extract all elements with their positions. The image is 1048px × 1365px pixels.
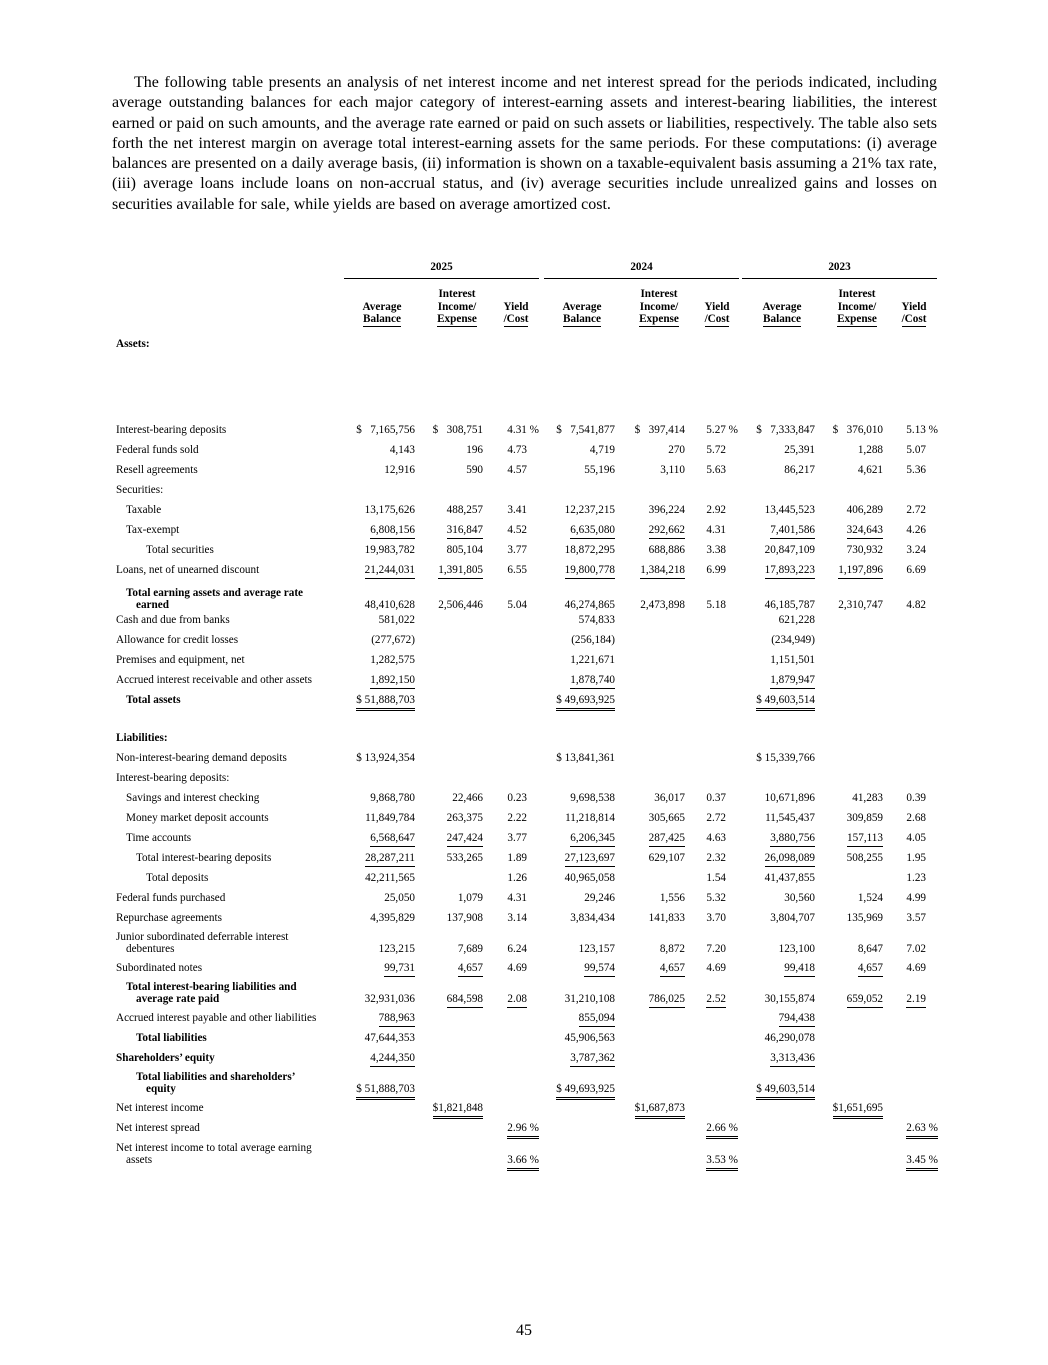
- table-cell: $ 51,888,703: [356, 694, 415, 711]
- table-cell: 287,425: [649, 832, 685, 847]
- table-cell: $ 13,841,361: [556, 752, 615, 764]
- table-cell: 3.66 %: [507, 1154, 539, 1171]
- table-cell: 6.24: [507, 943, 527, 955]
- table-cell: 7,401,586: [770, 524, 815, 539]
- table-cell: 659,052: [847, 993, 883, 1008]
- row-label: Non-interest-bearing demand deposits: [116, 752, 287, 764]
- table-cell: 855,094: [579, 1012, 615, 1027]
- table-cell: 533,265: [446, 852, 483, 864]
- table-cell: 27,123,697: [565, 852, 615, 867]
- table-cell: 4,143: [389, 444, 415, 456]
- table-cell: 4.26: [906, 524, 926, 536]
- row-label: Shareholders’ equity: [116, 1052, 215, 1064]
- table-cell: $ 49,603,514: [756, 1083, 815, 1100]
- table-cell: 2.19: [906, 993, 926, 1008]
- table-cell: 1,524: [857, 892, 883, 904]
- table-cell: 786,025: [649, 993, 685, 1008]
- row-label: Money market deposit accounts: [126, 812, 269, 824]
- table-cell: 684,598: [447, 993, 483, 1008]
- table-cell: 9,698,538: [570, 792, 615, 804]
- table-cell: 4,395,829: [370, 912, 415, 924]
- row-label: Allowance for credit losses: [116, 634, 239, 646]
- table-cell: 6,568,647: [370, 832, 415, 847]
- table-cell: 574,833: [578, 614, 615, 626]
- table-cell: 590: [466, 464, 483, 476]
- table-cell: $ 7,165,756: [356, 424, 415, 436]
- table-cell: 31,210,108: [564, 993, 615, 1005]
- avg-balance-header: Average Balance: [362, 300, 402, 325]
- table-cell: 406,289: [846, 504, 883, 516]
- table-cell: 4,657: [858, 962, 883, 977]
- table-cell: 4.52: [507, 524, 527, 536]
- table-cell: $ 308,751: [432, 424, 483, 436]
- table-cell: 3.77: [507, 832, 527, 844]
- table-cell: 5.07: [906, 444, 926, 456]
- table-cell: 48,410,628: [364, 599, 415, 611]
- table-cell: 3.38: [706, 544, 726, 556]
- table-cell: $ 397,414: [634, 424, 685, 436]
- table-cell: 794,438: [779, 1012, 815, 1027]
- table-cell: 2.66 %: [706, 1122, 738, 1139]
- table-cell: 6.99: [706, 564, 726, 576]
- table-cell: 1.95: [906, 852, 926, 864]
- row-label: Net interest income to total average earning assets: [116, 1142, 312, 1166]
- table-cell: 4,657: [458, 962, 483, 977]
- table-cell: 3,787,362: [570, 1052, 615, 1067]
- table-cell: (256,184): [571, 634, 615, 646]
- table-cell: 4.82: [906, 599, 926, 611]
- table-cell: 41,437,855: [764, 872, 815, 884]
- table-cell: 4.69: [507, 962, 527, 974]
- table-cell: 2.72: [706, 812, 726, 824]
- table-cell: 5.32: [706, 892, 726, 904]
- table-cell: 1,556: [659, 892, 685, 904]
- table-cell: 1,282,575: [370, 654, 415, 666]
- table-cell: $ 49,693,925: [556, 1083, 615, 1100]
- yield-cost-header: Yield /Cost: [901, 300, 927, 325]
- table-cell: 30,155,874: [764, 993, 815, 1005]
- table-cell: 1.54: [706, 872, 726, 884]
- table-cell: 2.96 %: [507, 1122, 539, 1139]
- table-cell: 4,657: [660, 962, 685, 977]
- table-cell: 141,833: [648, 912, 685, 924]
- table-cell: 8,647: [857, 943, 883, 955]
- row-label: Interest-bearing deposits:: [116, 772, 230, 784]
- table-cell: 247,424: [447, 832, 483, 847]
- table-cell: 396,224: [648, 504, 685, 516]
- row-label: Net interest spread: [116, 1122, 200, 1134]
- table-cell: 9,868,780: [370, 792, 415, 804]
- table-cell: 25,050: [384, 892, 415, 904]
- row-label: Savings and interest checking: [126, 792, 260, 804]
- row-label: Total deposits: [146, 872, 209, 884]
- table-cell: 3.24: [906, 544, 926, 556]
- table-cell: 292,662: [649, 524, 685, 539]
- table-cell: 3,834,434: [570, 912, 615, 924]
- interest-income-header: Interest Income/ Expense: [837, 288, 877, 325]
- table-cell: 1,221,671: [570, 654, 615, 666]
- table-cell: 7.02: [906, 943, 926, 955]
- table-cell: 3,313,436: [770, 1052, 815, 1067]
- table-cell: 263,375: [446, 812, 483, 824]
- table-cell: $ 7,541,877: [556, 424, 615, 436]
- table-cell: 19,800,778: [565, 564, 615, 579]
- table-cell: 1,391,805: [438, 564, 483, 579]
- table-cell: 29,246: [584, 892, 615, 904]
- table-cell: 0.39: [906, 792, 926, 804]
- table-cell: 4.69: [706, 962, 726, 974]
- table-cell: 6.69: [906, 564, 926, 576]
- table-cell: 47,644,353: [364, 1032, 415, 1044]
- table-cell: 805,104: [446, 544, 483, 556]
- table-cell: 0.23: [507, 792, 527, 804]
- row-label: Junior subordinated deferrable interest debentures: [116, 931, 289, 955]
- table-cell: 3.53 %: [706, 1154, 738, 1171]
- year-header-2023: 2023: [742, 261, 937, 279]
- row-label: Premises and equipment, net: [116, 654, 245, 666]
- table-cell: 22,466: [452, 792, 483, 804]
- table-cell: 25,391: [784, 444, 815, 456]
- table-cell: 157,113: [847, 832, 883, 847]
- table-cell: 1,079: [457, 892, 483, 904]
- table-cell: $ 376,010: [832, 424, 883, 436]
- row-label: Total securities: [146, 544, 214, 556]
- table-cell: 730,932: [846, 544, 883, 556]
- row-label: Federal funds purchased: [116, 892, 226, 904]
- avg-balance-header: Average Balance: [562, 300, 602, 325]
- table-cell: 13,175,626: [364, 504, 415, 516]
- table-cell: 621,228: [778, 614, 815, 626]
- table-cell: 4.57: [507, 464, 527, 476]
- table-cell: 1,878,740: [570, 674, 615, 689]
- table-cell: 7.20: [706, 943, 726, 955]
- row-label: Total liabilities and shareholders’ equity: [136, 1071, 296, 1095]
- table-cell: 55,196: [584, 464, 615, 476]
- table-cell: 2,310,747: [838, 599, 883, 611]
- table-cell: 12,916: [384, 464, 415, 476]
- table-cell: 2.22: [507, 812, 527, 824]
- table-cell: $ 7,333,847: [756, 424, 815, 436]
- table-cell: 135,969: [846, 912, 883, 924]
- table-cell: 1,892,150: [370, 674, 415, 689]
- table-cell: (234,949): [771, 634, 815, 646]
- table-cell: 1,151,501: [770, 654, 815, 666]
- table-cell: 629,107: [648, 852, 685, 864]
- table-cell: 46,274,865: [564, 599, 615, 611]
- table-cell: 4.31: [706, 524, 726, 536]
- table-cell: 6,635,080: [570, 524, 615, 539]
- table-cell: 5.63: [706, 464, 726, 476]
- interest-income-header: Interest Income/ Expense: [639, 288, 679, 325]
- table-cell: 4,244,350: [370, 1052, 415, 1067]
- table-cell: 4.99: [906, 892, 926, 904]
- row-label: Taxable: [126, 504, 162, 516]
- table-cell: 42,211,565: [365, 872, 415, 884]
- table-cell: 196: [466, 444, 483, 456]
- table-cell: 123,215: [378, 943, 415, 955]
- table-cell: 20,847,109: [764, 544, 815, 556]
- table-cell: 688,886: [648, 544, 685, 556]
- table-cell: 4.73: [507, 444, 527, 456]
- table-cell: 3,804,707: [770, 912, 815, 924]
- table-cell: 3.45 %: [906, 1154, 938, 1171]
- table-cell: 3,880,756: [770, 832, 815, 847]
- table-cell: 41,283: [852, 792, 883, 804]
- table-cell: 2.92: [706, 504, 726, 516]
- table-cell: 1.26: [507, 872, 527, 884]
- table-cell: 3,110: [660, 464, 685, 476]
- table-cell: 46,290,078: [764, 1032, 815, 1044]
- row-label: Accrued interest receivable and other assets: [116, 674, 312, 686]
- table-cell: $1,651,695: [833, 1102, 883, 1119]
- table-cell: 12,237,215: [564, 504, 615, 516]
- row-label: Liabilities:: [116, 732, 168, 744]
- table-cell: 45,906,563: [564, 1032, 615, 1044]
- yield-cost-header: Yield /Cost: [704, 300, 730, 325]
- row-label: Interest-bearing deposits: [116, 424, 227, 436]
- row-label: Total interest-bearing deposits: [136, 852, 272, 864]
- table-cell: 508,255: [846, 852, 883, 864]
- table-cell: 11,545,437: [765, 812, 815, 824]
- table-cell: 6,808,156: [370, 524, 415, 539]
- table-cell: 19,983,782: [364, 544, 415, 556]
- row-label: Tax-exempt: [126, 524, 180, 536]
- table-cell: $ 51,888,703: [356, 1083, 415, 1100]
- table-cell: 305,665: [648, 812, 685, 824]
- table-cell: 123,100: [778, 943, 815, 955]
- interest-income-header: Interest Income/ Expense: [437, 288, 477, 325]
- table-cell: 18,872,295: [564, 544, 615, 556]
- table-cell: 316,847: [447, 524, 483, 539]
- table-cell: 11,218,814: [565, 812, 615, 824]
- table-cell: 86,217: [784, 464, 815, 476]
- row-label: Accrued interest payable and other liabilities: [116, 1012, 317, 1024]
- row-label: Total liabilities: [136, 1032, 207, 1044]
- page-number: 45: [516, 1322, 532, 1339]
- table-cell: 10,671,896: [764, 792, 815, 804]
- table-cell: 1,197,896: [838, 564, 883, 579]
- table-cell: (277,672): [371, 634, 415, 646]
- table-cell: 17,893,223: [765, 564, 815, 579]
- table-cell: 2.63 %: [906, 1122, 938, 1139]
- table-cell: 5.13 %: [906, 424, 938, 436]
- table-cell: 309,859: [846, 812, 883, 824]
- row-label: Securities:: [116, 484, 164, 496]
- table-cell: 4,621: [857, 464, 883, 476]
- table-cell: 270: [668, 444, 685, 456]
- table-cell: 3.77: [507, 544, 527, 556]
- table-cell: 36,017: [654, 792, 685, 804]
- table-cell: 13,445,523: [764, 504, 815, 516]
- table-cell: $ 49,693,925: [556, 694, 615, 711]
- yield-cost-header: Yield /Cost: [503, 300, 529, 325]
- table-cell: 3.57: [906, 912, 926, 924]
- row-label: Total earning assets and average rate earned: [126, 587, 304, 611]
- table-cell: 581,022: [378, 614, 415, 626]
- table-cell: 28,287,211: [365, 852, 415, 867]
- row-label: Federal funds sold: [116, 444, 199, 456]
- table-cell: 5.04: [507, 599, 527, 611]
- table-cell: 2.68: [906, 812, 926, 824]
- table-cell: 5.72: [706, 444, 726, 456]
- row-label: Net interest income: [116, 1102, 204, 1114]
- table-cell: 6,206,345: [570, 832, 615, 847]
- table-cell: 3.41: [507, 504, 527, 516]
- table-cell: 4.05: [906, 832, 926, 844]
- table-cell: 8,872: [659, 943, 685, 955]
- table-cell: 5.27 %: [706, 424, 738, 436]
- row-label: Cash and due from banks: [116, 614, 230, 626]
- row-label: Resell agreements: [116, 464, 198, 476]
- year-header-2025: 2025: [344, 261, 539, 279]
- table-cell: 30,560: [784, 892, 815, 904]
- table-cell: 21,244,031: [365, 564, 415, 579]
- table-cell: 2.08: [507, 993, 527, 1008]
- table-cell: 4.63: [706, 832, 726, 844]
- table-cell: 4.69: [906, 962, 926, 974]
- table-cell: 4.31 %: [507, 424, 539, 436]
- table-cell: $1,687,873: [635, 1102, 685, 1119]
- avg-balance-header: Average Balance: [762, 300, 802, 325]
- table-cell: $ 13,924,354: [356, 752, 415, 764]
- table-cell: 3.70: [706, 912, 726, 924]
- table-cell: 99,418: [784, 962, 815, 977]
- table-cell: 2.52: [706, 993, 726, 1008]
- table-cell: 4,719: [589, 444, 615, 456]
- table-cell: 4.31: [507, 892, 527, 904]
- table-cell: 1.89: [507, 852, 527, 864]
- row-label: Loans, net of unearned discount: [116, 564, 260, 576]
- year-header-2024: 2024: [544, 261, 739, 279]
- table-cell: 1,879,947: [770, 674, 815, 689]
- table-cell: 26,098,089: [765, 852, 815, 867]
- table-cell: 488,257: [446, 504, 483, 516]
- intro-paragraph: The following table presents an analysis of net interest income and net interest spread for the periods indicated, including average outstanding balances for each major category of interest-earning assets and interest-bearing liabilities, the interest earned or paid on such amounts, and the average rate earned or paid on such assets or liabilities, respectively. The table also sets forth the net interest margin on average total interest-earning assets for the same periods. For these computations: (i) average balances are presented on a daily average basis, (ii) information is shown on a taxable-equivalent basis assuming a 21% tax rate, (iii) average loans include loans on non-accrual status, and (iv) average securities include unrealized gains and losses on securities available for sale, while yields are based on average amortized cost.: [112, 74, 937, 213]
- table-cell: 99,574: [584, 962, 615, 977]
- table-cell: 2,473,898: [640, 599, 685, 611]
- table-cell: 46,185,787: [764, 599, 815, 611]
- table-cell: 1.23: [906, 872, 926, 884]
- table-cell: 40,965,058: [564, 872, 615, 884]
- table-cell: $ 49,603,514: [756, 694, 815, 711]
- table-cell: 5.18: [706, 599, 726, 611]
- table-cell: 324,643: [847, 524, 883, 539]
- table-cell: 5.36: [906, 464, 926, 476]
- table-cell: $ 15,339,766: [756, 752, 815, 764]
- table-cell: $1,821,848: [433, 1102, 483, 1119]
- table-cell: 7,689: [457, 943, 483, 955]
- table-cell: 2.32: [706, 852, 726, 864]
- table-cell: 788,963: [379, 1012, 415, 1027]
- table-cell: 137,908: [446, 912, 483, 924]
- table-cell: 0.37: [706, 792, 726, 804]
- row-label: Repurchase agreements: [116, 912, 222, 924]
- table-cell: 2,506,446: [438, 599, 483, 611]
- table-cell: 11,849,784: [365, 812, 415, 824]
- table-cell: 1,288: [857, 444, 883, 456]
- row-label: Total interest-bearing liabilities and average rate paid: [126, 981, 297, 1005]
- row-label: Time accounts: [126, 832, 192, 844]
- table-cell: 2.72: [906, 504, 926, 516]
- row-label: Assets:: [116, 338, 150, 350]
- table-cell: 99,731: [384, 962, 415, 977]
- row-label: Subordinated notes: [116, 962, 203, 974]
- table-cell: 123,157: [578, 943, 615, 955]
- table-cell: 6.55: [507, 564, 527, 576]
- table-cell: 3.14: [507, 912, 527, 924]
- table-cell: 32,931,036: [364, 993, 415, 1005]
- row-label: Total assets: [126, 694, 181, 706]
- table-cell: 1,384,218: [640, 564, 685, 579]
